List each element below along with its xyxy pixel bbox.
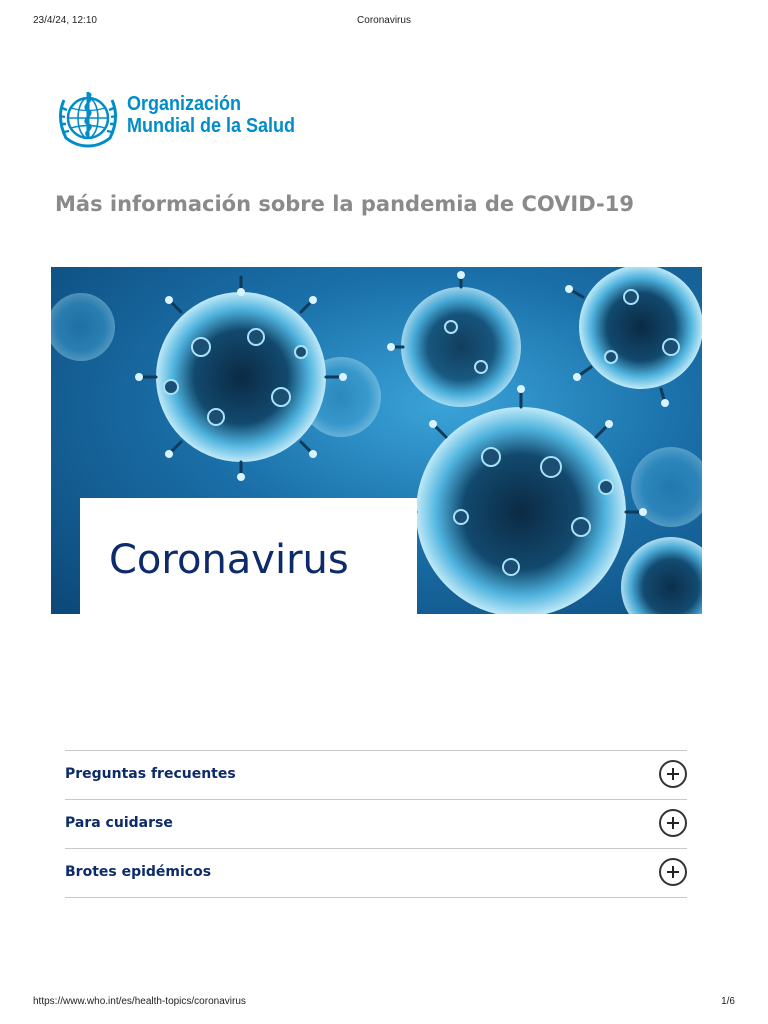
accordion xyxy=(65,750,687,898)
hero-title-card xyxy=(80,498,417,614)
logo-line-2: Mundial de la Salud xyxy=(127,115,296,137)
print-page-number: 1/6 xyxy=(721,996,735,1007)
plus-circle-icon[interactable] xyxy=(659,760,687,788)
print-page-title: Coronavirus xyxy=(357,15,411,26)
accordion-label: Brotes epidémicos xyxy=(65,864,212,880)
accordion-item-preguntas-frecuentes[interactable] xyxy=(65,750,687,799)
who-logo[interactable] xyxy=(52,86,312,150)
page-subtitle: Más información sobre la pandemia de COVID-19 xyxy=(55,192,634,216)
print-header xyxy=(0,15,768,31)
print-datetime: 23/4/24, 12:10 xyxy=(33,15,97,26)
logo-line-1: Organización xyxy=(127,93,242,115)
hero-title: Coronavirus xyxy=(109,537,349,583)
who-emblem-icon xyxy=(52,86,122,150)
accordion-item-brotes-epidemicos[interactable] xyxy=(65,848,687,898)
accordion-label: Para cuidarse xyxy=(65,815,173,831)
print-url: https://www.who.int/es/health-topics/coronavirus xyxy=(33,996,246,1007)
who-logo-text xyxy=(127,93,295,137)
print-footer xyxy=(0,996,768,1010)
plus-circle-icon[interactable] xyxy=(659,858,687,886)
accordion-label: Preguntas frecuentes xyxy=(65,766,236,782)
hero-banner xyxy=(51,267,702,614)
plus-circle-icon[interactable] xyxy=(659,809,687,837)
accordion-item-para-cuidarse[interactable] xyxy=(65,799,687,848)
